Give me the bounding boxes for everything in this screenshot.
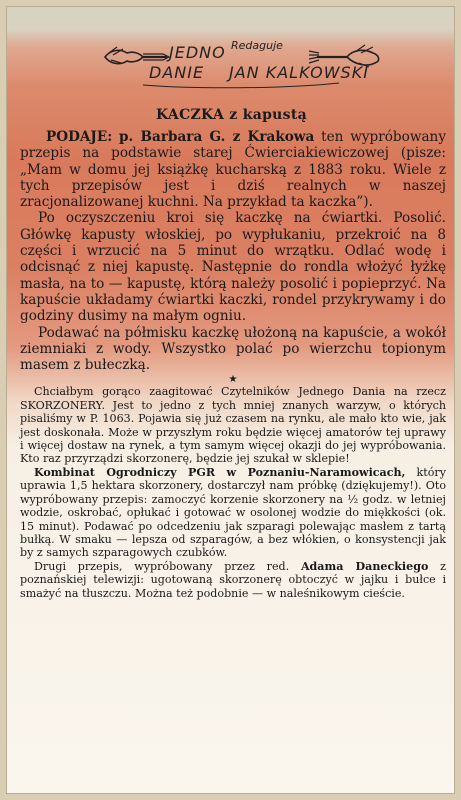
recipe-section [20, 129, 446, 373]
skorzonera-paragraph [20, 560, 446, 600]
column-header [103, 27, 383, 93]
lead-label: PODAJE: [46, 129, 113, 145]
article-body [20, 129, 446, 600]
header-jedno: JEDNO [169, 43, 226, 62]
header-danie: DANIE [149, 63, 205, 82]
skorzonera-paragraph [20, 466, 446, 560]
skorzonera-section [20, 385, 446, 600]
second-recipe-text-cont: z poznańskiej telewizji: ugotowaną skorzonerę obtoczyć w jajku i bułce i smażyć na tłuszczu. Można też podobnie — w naleśnikowym cieście. [20, 559, 446, 600]
lead-text: ten wypróbowany przepis na podstawie starej Ćwierciakiewiczowej (pisze: „Mam w domu jej książkę kucharską z 1883 roku. Wiele z tych przepisów jest i dziś realnych w naszej zracjonalizowanej kuchni. Na przykład ta kaczka”). [20, 129, 446, 211]
header-author: JAN KALKOWSKI [229, 63, 369, 82]
recipe-paragraph: Po oczyszczeniu kroi się kaczkę na ćwiartki. Posolić. Główkę kapusty włoskiej, po wypłukaniu, przekroić na 8 części i wrzucić na 5 minut do wrzątku. Odlać wodę i odcisnąć z niej kapustę. Następnie do rondla włożyć łyżkę masła, na to — kapustę, którą należy posolić i popieprzyć. Na kapuście układamy ćwiartki kaczki, rondel przykrywamy i do godziny dusimy na małym ogniu. [20, 210, 446, 325]
recipe-title: KACZKA z kapustą [156, 107, 307, 123]
recipe-paragraph: Podawać na półmisku kaczkę ułożoną na kapuście, a wokół ziemniaki z wody. Wszystko polać po wierzchu topionym masem z bułeczką. [20, 324, 446, 374]
lead-name: p. Barbara G. z Krakowa [119, 129, 315, 145]
second-recipe-text: Drugi przepis, wypróbowany przez red. [34, 559, 301, 573]
newspaper-clipping [6, 6, 455, 794]
editor-name: Adama Daneckiego [300, 559, 429, 573]
skorzonera-paragraph: Chciałbym gorąco zaagitować Czytelników Jednego Dania na rzecz SKORZONERY. Jest to jedno z tych mniej znanych warzyw, o których pisaliśmy w P. 1063. Pojawia się już czasem na rynku, ale mało kto wie, jak jest doskonała. Może w przyszłym roku będzie więcej amatorów tej uprawy i więcej dostaw na rynek, a tym samym więcej okazji do jej wypróbowania. Kto raz przyrządzi skorzonerę, będzie jej szukał w sklepie! [20, 385, 446, 466]
kombinat-name: Kombinat Ogrodniczy PGR w Poznaniu-Naramowicach, [34, 465, 406, 479]
header-redaguje: Redaguje [231, 39, 283, 52]
fork-knife-illustration [103, 27, 383, 93]
section-separator: ★ [228, 374, 238, 386]
recipe-lead-paragraph [20, 129, 446, 210]
kombinat-text: który uprawia 1,5 hektara skorzonery, dostarczył nam próbkę (dziękujemy!). Oto wypróbowany przepis: zamoczyć korzenie skorzonery na ½ godz. w letniej wodzie, oskrobać, opłukać i gotować w osolonej wodzie do miękkości (ok. 15 minut). Podawać po odcedzeniu jak szparagi polewając masłem z tartą bułką. W smaku — lepsza od szparagów, a bez włókien, o konsystencji jak by z samych szparagowych czubków. [20, 465, 446, 560]
